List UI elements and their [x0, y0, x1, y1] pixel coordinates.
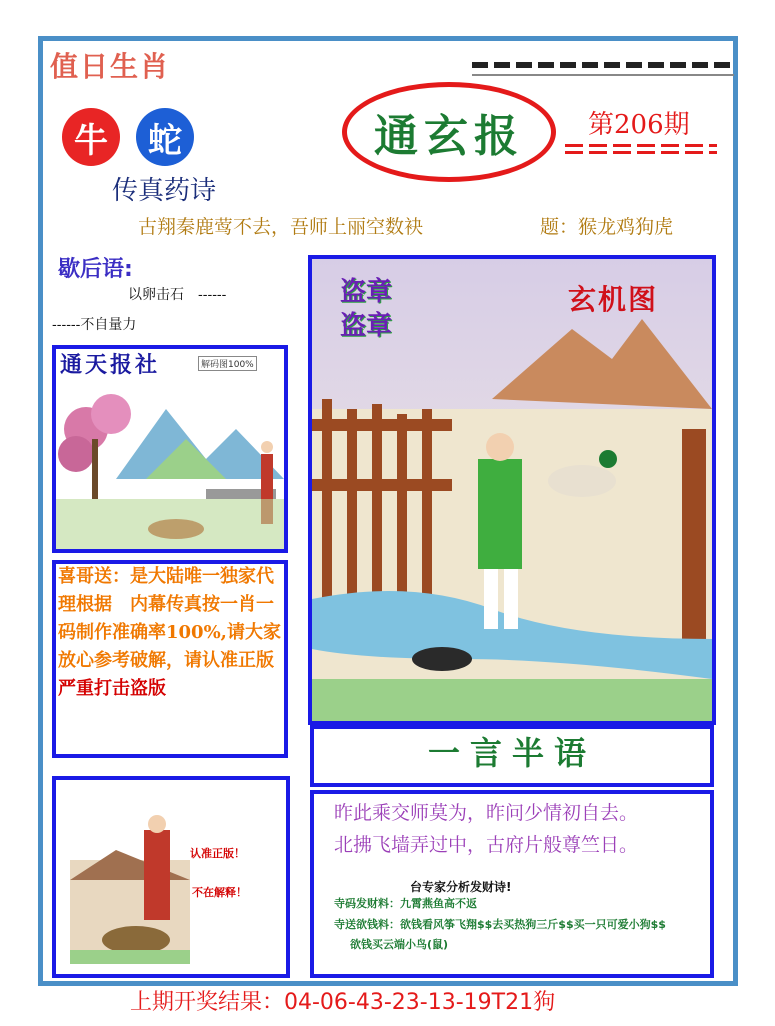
expert-line-2: 寺送欲钱料：欲钱看风筝飞翔$$去买热狗三斤$$买一只可爱小狗$$ — [334, 918, 666, 931]
verse-line-2: 北拂飞墙弄过中，古府片般尊竺日。 — [334, 834, 639, 856]
scholar-illustration — [56, 780, 286, 974]
fax-poem-label: 传真药诗 — [112, 176, 217, 206]
expert-line-1: 寺码发财料：九霄燕鱼高不返 — [334, 897, 477, 910]
scholar-picture-box — [52, 776, 290, 978]
last-draw-result: 上期开奖结果：04-06-43-23-13-19T21狗 — [130, 990, 556, 1015]
main-picture-title: 玄机图 — [568, 283, 659, 316]
landscape-illustration — [56, 349, 284, 549]
message-orange: 喜哥送：是大陆唯一独家代理根据 内幕传真按一肖一码制作准确率100%,请大家放心参考破解，请认准正版 — [58, 566, 281, 671]
verse-line-1: 昨此乘交师莫为，昨问少情初自去。 — [334, 802, 639, 824]
expert-title: 台专家分析发财诗! — [410, 880, 512, 894]
warning-no-explain: 不在解释！ — [192, 886, 247, 899]
tongtian-title: 通天报社 — [60, 353, 161, 378]
poem-line: 古翔秦鹿莺不去，吾师上丽空数袂 — [138, 216, 424, 238]
zodiac-ox-badge: 牛 — [62, 108, 120, 166]
pirate-stamp: 盗章 盗章 — [340, 277, 393, 341]
issue-underline — [565, 144, 717, 156]
message-text — [58, 563, 284, 703]
expert-line-3: 欲钱买云端小鸟(鼠) — [350, 938, 449, 951]
zodiac-title: 值日生肖 — [50, 50, 171, 83]
motto-text: 一言半语 — [427, 734, 596, 772]
newspaper-logo: 通玄报 — [342, 82, 556, 182]
header-divider-thin — [472, 74, 734, 76]
poem-topic: 题：猴龙鸡狗虎 — [540, 216, 674, 238]
zodiac-snake-badge: 蛇 — [136, 108, 194, 166]
message-red: 严重打击盗版 — [58, 678, 166, 699]
issue-number: 第206期 — [588, 110, 690, 140]
xiehouyu-line-b: ------不自量力 — [52, 317, 137, 333]
warning-genuine: 认准正版！ — [190, 847, 245, 860]
xiehouyu-label: 歇后语: — [58, 257, 133, 282]
decode-badge: 解码图100% — [198, 356, 257, 371]
header-divider — [472, 62, 734, 68]
xiehouyu-line-a: 以卵击石 ------ — [128, 287, 227, 303]
